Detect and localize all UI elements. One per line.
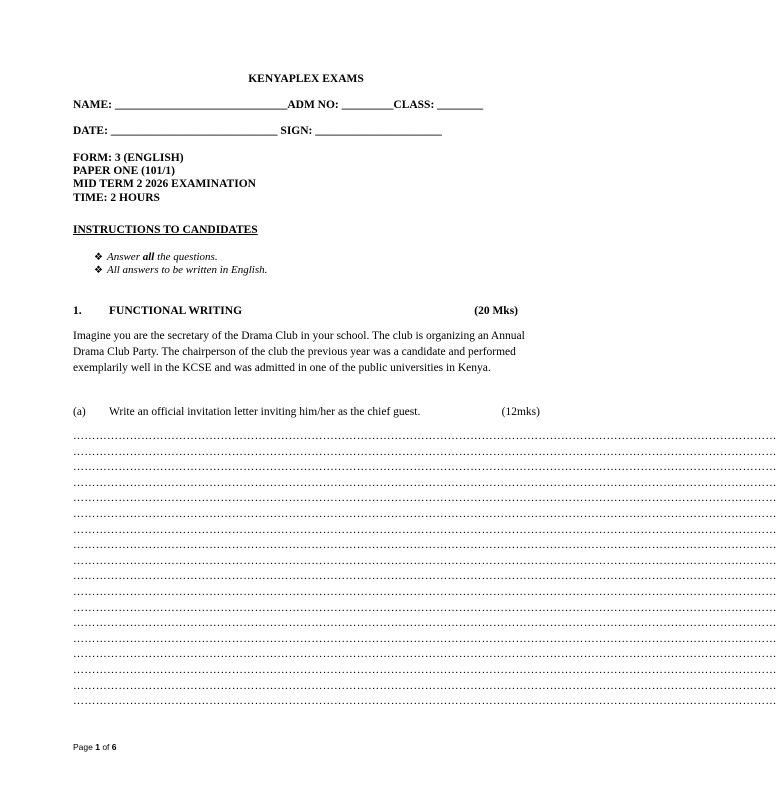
answer-line: ……………………………………………………………………………………………………………………………………………………………………: [73, 539, 777, 552]
instruction-item: ❖ Answer all the questions.: [94, 251, 218, 263]
paper-line: PAPER ONE (101/1): [73, 165, 176, 178]
name-adm-class-row: NAME: ______________________________ADM NO: _________CLASS: ________: [73, 99, 484, 111]
answer-line: ……………………………………………………………………………………………………………………………………………………………………: [73, 648, 777, 661]
question-number: 1.: [73, 305, 82, 317]
answer-line: ……………………………………………………………………………………………………………………………………………………………………: [73, 492, 777, 505]
exam-meta: [73, 152, 256, 205]
answer-line: ……………………………………………………………………………………………………………………………………………………………………: [73, 430, 777, 442]
answer-line: ……………………………………………………………………………………………………………………………………………………………………: [73, 695, 777, 708]
answer-lines: [73, 429, 777, 710]
subquestion-text: Write an official invitation letter inviting him/her as the chief guest.: [109, 406, 421, 418]
answer-line: ……………………………………………………………………………………………………………………………………………………………………: [73, 601, 777, 614]
answer-line: ……………………………………………………………………………………………………………………………………………………………………: [73, 632, 777, 645]
total-pages: 6: [111, 742, 117, 752]
time-line: TIME: 2 HOURS: [73, 191, 160, 204]
answer-line: ……………………………………………………………………………………………………………………………………………………………………: [73, 570, 777, 583]
exam-title: KENYAPLEX EXAMS: [248, 73, 364, 85]
answer-line: ……………………………………………………………………………………………………………………………………………………………………: [73, 663, 777, 676]
diamond-bullet-icon: ❖: [94, 252, 103, 263]
subquestion-label: (a): [73, 406, 86, 418]
subquestion-marks: (12mks): [501, 406, 540, 418]
answer-line: ……………………………………………………………………………………………………………………………………………………………………: [73, 523, 777, 536]
answer-line: ……………………………………………………………………………………………………………………………………………………………………: [73, 679, 777, 692]
exam-line: MID TERM 2 2026 EXAMINATION: [73, 178, 256, 191]
page-footer: Page 1 of 6: [73, 742, 117, 752]
instruction-item: ❖ All answers to be written in English.: [94, 264, 268, 276]
answer-line: ……………………………………………………………………………………………………………………………………………………………………: [73, 585, 777, 598]
emphasis-text: all: [142, 251, 155, 263]
current-page: 1: [95, 742, 100, 752]
diamond-bullet-icon: ❖: [94, 265, 103, 276]
answer-line: ……………………………………………………………………………………………………………………………………………………………………: [73, 617, 777, 630]
question-title: FUNCTIONAL WRITING: [109, 305, 243, 317]
answer-line: ……………………………………………………………………………………………………………………………………………………………………: [73, 507, 777, 520]
instructions-list: [94, 251, 267, 277]
question-marks: (20 Mks): [474, 305, 518, 317]
answer-line: ……………………………………………………………………………………………………………………………………………………………………: [73, 476, 777, 489]
answer-line: ……………………………………………………………………………………………………………………………………………………………………: [73, 445, 777, 458]
date-sign-row: DATE: _____________________________ SIGN: ______________________: [73, 125, 442, 137]
answer-line: ……………………………………………………………………………………………………………………………………………………………………: [73, 461, 777, 474]
form-line: FORM: 3 (ENGLISH): [73, 152, 184, 164]
instructions-heading: INSTRUCTIONS TO CANDIDATES: [73, 224, 258, 236]
answer-line: ……………………………………………………………………………………………………………………………………………………………………: [73, 554, 777, 567]
question-passage: Imagine you are the secretary of the Drama Club in your school. The club is organizing an Annual Drama Club Party. The chairperson of the club the previous year was a candidate and performed exemplarily well in the KCSE and was admitted in one of the public universities in Kenya.: [73, 330, 525, 374]
